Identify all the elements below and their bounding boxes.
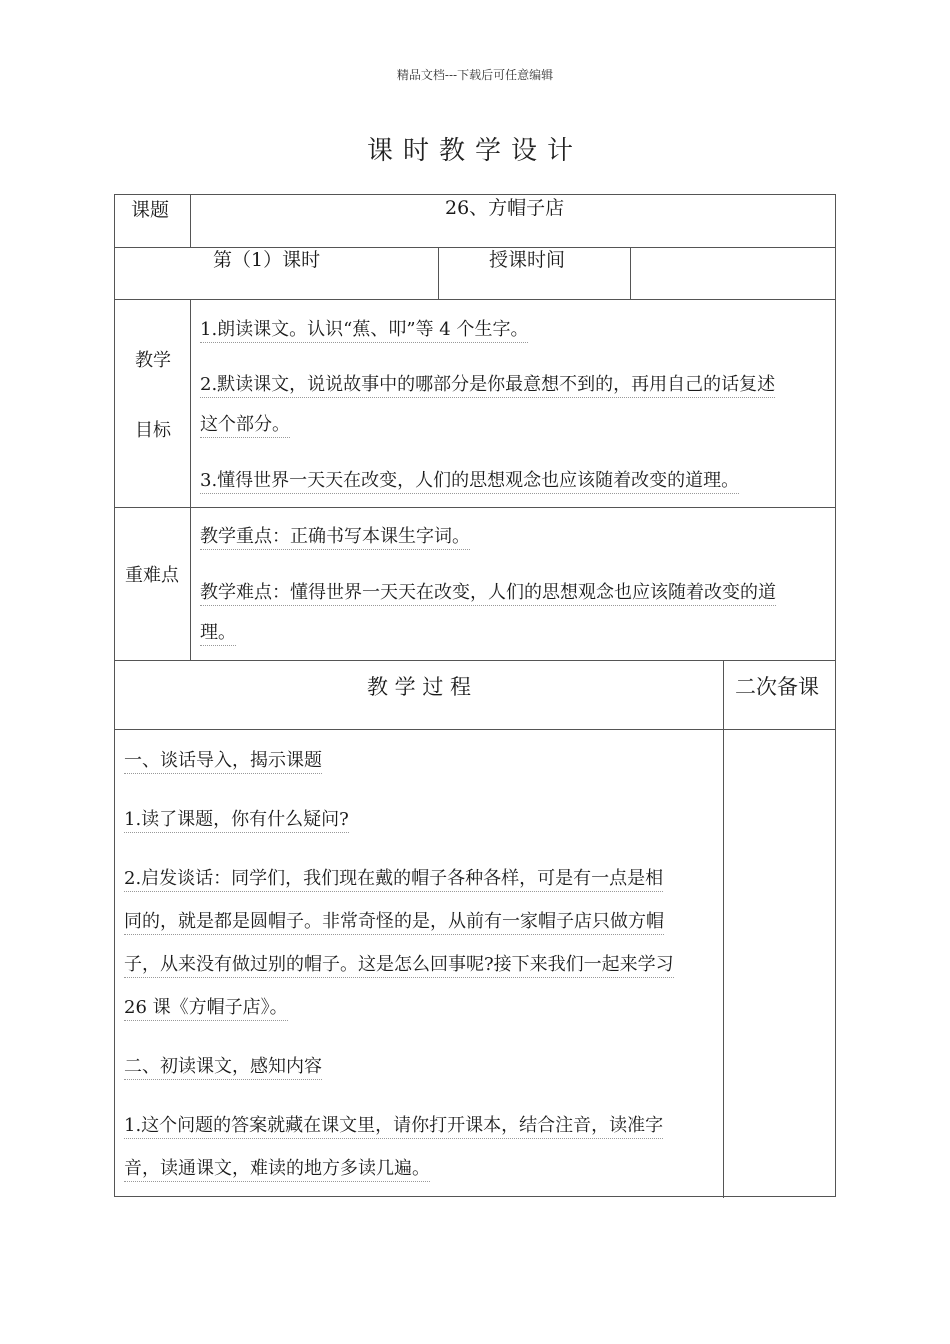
process-line: 2.启发谈话：同学们，我们现在戴的帽子各种各样，可是有一点是相 bbox=[124, 868, 663, 892]
row-divider bbox=[115, 299, 835, 300]
topic-value: 26、方帽子店 bbox=[445, 197, 565, 219]
col-divider bbox=[438, 247, 439, 299]
teaching-difficulty-cont: 理。 bbox=[200, 622, 236, 646]
row-divider bbox=[115, 247, 835, 248]
objective-item: 3.懂得世界一天天在改变，人们的思想观念也应该随着改变的道理。 bbox=[200, 470, 739, 494]
col-divider bbox=[630, 247, 631, 299]
process-line: 音，读通课文，难读的地方多读几遍。 bbox=[124, 1158, 430, 1182]
header-note: 精品文档---下载后可任意编辑 bbox=[396, 68, 554, 82]
teaching-focus: 教学重点：正确书写本课生字词。 bbox=[200, 526, 470, 550]
process-line: 同的，就是都是圆帽子。非常奇怪的是，从前有一家帽子店只做方帽 bbox=[124, 911, 664, 935]
lesson-plan-table bbox=[114, 194, 836, 1197]
process-line: 1.读了课题，你有什么疑问? bbox=[124, 809, 349, 833]
objective-item: 1.朗读课文。认识“蕉、叩”等 4 个生字。 bbox=[200, 319, 528, 343]
lesson-period: 第（1）课时 bbox=[213, 249, 321, 271]
second-prep-heading: 二次备课 bbox=[735, 675, 819, 699]
process-line: 1.这个问题的答案就藏在课文里，请你打开课本，结合注音，读准字 bbox=[124, 1115, 663, 1139]
process-line: 二、初读课文，感知内容 bbox=[124, 1056, 322, 1080]
process-line: 子，从来没有做过别的帽子。这是怎么回事呢?接下来我们一起来学习 bbox=[124, 954, 674, 978]
key-points-label: 重难点 bbox=[125, 565, 179, 586]
objective-item: 2.默读课文，说说故事中的哪部分是你最意想不到的，再用自己的话复述 bbox=[200, 374, 775, 398]
row-divider bbox=[115, 507, 835, 508]
process-heading: 教 学 过 程 bbox=[366, 675, 472, 699]
process-line: 26 课《方帽子店》。 bbox=[124, 997, 288, 1021]
col-divider bbox=[723, 660, 724, 1198]
col-divider bbox=[190, 299, 191, 660]
process-line: 一、谈话导入，揭示课题 bbox=[124, 750, 322, 774]
col-divider bbox=[190, 195, 191, 247]
row-divider bbox=[115, 729, 835, 730]
document-title: 课时教学设计 bbox=[366, 136, 583, 166]
topic-label: 课题 bbox=[131, 199, 170, 221]
objectives-label-1: 教学 bbox=[135, 350, 171, 371]
teaching-difficulty: 教学难点：懂得世界一天天在改变，人们的思想观念也应该随着改变的道 bbox=[200, 582, 776, 606]
row-divider bbox=[115, 660, 835, 661]
objective-item: 这个部分。 bbox=[200, 414, 290, 438]
objectives-label-2: 目标 bbox=[135, 420, 171, 441]
teaching-time-label: 授课时间 bbox=[489, 249, 566, 271]
